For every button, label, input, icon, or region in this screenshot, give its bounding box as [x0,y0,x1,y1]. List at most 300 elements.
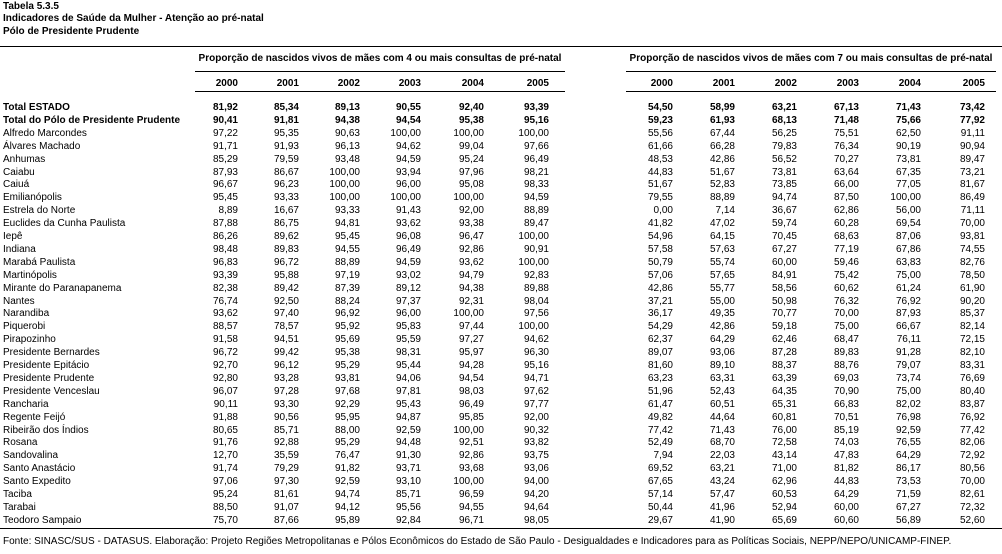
table-row [0,411,1002,424]
cell-g1-2000: 96,67 [212,179,238,191]
cell-g2-2005: 82,76 [959,256,985,268]
cell-g1-2001: 85,71 [273,424,299,436]
cell-g1-2000: 91,76 [212,437,238,449]
header-rule-2 [626,91,996,92]
cell-g2-2000: 54,29 [647,321,673,333]
cell-g1-2005: 100,00 [518,256,549,268]
cell-g2-2001: 55,00 [709,295,735,307]
cell-g1-2004: 94,79 [458,269,484,281]
cell-g1-2000: 85,29 [212,153,238,165]
cell-g1-2005: 94,71 [523,372,549,384]
cell-g2-2004: 75,66 [895,114,921,126]
cell-g1-2003: 97,81 [395,385,421,397]
cell-g1-2000: 95,24 [212,489,238,500]
municipality-name: Taciba [3,489,32,500]
cell-g1-2004: 100,00 [453,192,484,204]
table-row [0,475,1002,488]
cell-g2-2001: 68,70 [709,437,735,449]
cell-g1-2005: 93,82 [523,437,549,449]
cell-g2-2000: 50,44 [647,501,673,513]
cell-g2-2002: 56,52 [771,153,797,165]
cell-g1-2000: 93,62 [212,308,238,320]
cell-g1-2000: 98,48 [212,243,238,255]
cell-g2-2000: 51,96 [647,385,673,397]
cell-g2-2003: 85,19 [833,424,859,436]
cell-g1-2003: 94,62 [395,140,421,152]
cell-g1-2002: 76,47 [334,450,360,462]
cell-g2-2001: 60,51 [709,398,735,410]
municipality-name: Santo Anastácio [3,463,76,475]
cell-g1-2003: 85,71 [395,489,421,500]
municipality-name: Mirante do Paranapanema [3,282,122,294]
cell-g1-2003: 95,43 [395,398,421,410]
cell-g2-2005: 70,00 [959,476,985,488]
cell-g1-2001: 99,42 [273,347,299,359]
table-row [0,230,1002,243]
cell-g2-2003: 63,64 [833,166,859,178]
cell-g2-2003: 60,60 [833,514,859,526]
cell-g2-2003: 70,51 [833,411,859,423]
cell-g1-2001: 97,40 [273,308,299,320]
cell-g1-2000: 88,50 [212,501,238,513]
cell-g1-2005: 97,66 [523,140,549,152]
cell-g2-2004: 76,55 [895,437,921,449]
cell-g1-2003: 94,59 [395,153,421,165]
cell-g2-2001: 52,43 [709,385,735,397]
cell-g2-2002: 70,77 [771,308,797,320]
cell-g1-2003: 95,44 [395,360,421,371]
cell-g1-2005: 100,00 [518,127,549,139]
cell-g2-2002: 76,00 [771,424,797,436]
municipality-name: Total do Pólo de Presidente Prudente [3,114,181,126]
municipality-name: Rancharia [3,398,49,410]
municipality-name: Pirapozinho [3,334,56,346]
cell-g2-2003: 60,00 [833,501,859,513]
cell-g1-2002: 95,69 [334,334,360,346]
year-header-g1-1: 2001 [276,78,299,89]
cell-g2-2001: 47,02 [709,218,735,230]
table-subtitle: Pólo de Presidente Prudente [3,26,140,37]
table-row [0,140,1002,153]
cell-g1-2002: 94,81 [334,218,360,230]
cell-g2-2002: 60,53 [771,489,797,500]
cell-g2-2001: 93,06 [709,347,735,359]
cell-g2-2000: 0,00 [653,205,673,217]
cell-g1-2001: 95,88 [273,269,299,281]
year-header-g2-5: 2005 [962,78,985,89]
cell-g1-2005: 100,00 [518,321,549,333]
cell-g2-2005: 85,37 [959,308,985,320]
cell-g2-2002: 68,13 [771,114,797,126]
table-row [0,204,1002,217]
cell-g1-2002: 87,39 [334,282,360,294]
cell-g2-2002: 67,27 [771,243,797,255]
cell-g2-2000: 57,06 [647,269,673,281]
cell-g1-2004: 100,00 [453,127,484,139]
cell-g1-2003: 91,43 [395,205,421,217]
table-row [0,127,1002,140]
year-header-g2-4: 2004 [898,78,921,89]
cell-g1-2001: 91,93 [273,140,299,152]
cell-g2-2000: 81,60 [647,360,673,371]
cell-g2-2002: 79,83 [771,140,797,152]
table-row [0,514,1002,527]
cell-g2-2000: 7,94 [653,450,673,462]
municipality-name: Estrela do Norte [3,205,76,217]
table-row [0,424,1002,437]
municipality-name: Presidente Epitácio [3,360,90,371]
cell-g2-2005: 93,81 [959,231,985,242]
cell-g2-2002: 87,28 [771,347,797,359]
cell-g2-2000: 41,82 [647,218,673,230]
municipality-name: Ribeirão dos Índios [3,424,89,436]
municipality-name: Euclides da Cunha Paulista [3,218,126,230]
cell-g1-2000: 88,57 [212,321,238,333]
cell-g1-2001: 93,33 [273,192,299,204]
cell-g2-2003: 75,51 [833,127,859,139]
cell-g2-2004: 67,86 [895,243,921,255]
cell-g1-2001: 93,30 [273,398,299,410]
cell-g2-2001: 63,21 [709,463,735,475]
cell-g2-2002: 63,21 [771,102,797,113]
cell-g1-2005: 98,04 [523,295,549,307]
cell-g2-2001: 41,90 [709,514,735,526]
cell-g1-2001: 96,72 [273,256,299,268]
cell-g2-2002: 62,46 [771,334,797,346]
cell-g2-2000: 50,79 [647,256,673,268]
cell-g1-2001: 35,59 [273,450,299,462]
table-row [0,153,1002,166]
cell-g1-2004: 95,38 [458,114,484,126]
cell-g1-2005: 98,05 [523,514,549,526]
cell-g1-2005: 96,49 [523,153,549,165]
cell-g2-2005: 82,14 [959,321,985,333]
cell-g2-2001: 88,89 [709,192,735,204]
header-rule-1 [195,91,565,92]
cell-g2-2003: 74,03 [833,437,859,449]
cell-g2-2002: 84,91 [771,269,797,281]
cell-g2-2004: 77,05 [895,179,921,191]
cell-g1-2001: 89,62 [273,231,299,242]
cell-g2-2005: 72,15 [959,334,985,346]
cell-g1-2003: 95,83 [395,321,421,333]
table-row [0,166,1002,179]
cell-g2-2002: 59,18 [771,321,797,333]
cell-g2-2003: 89,83 [833,347,859,359]
table-row [0,501,1002,514]
cell-g1-2004: 100,00 [453,424,484,436]
cell-g2-2005: 83,31 [959,360,985,371]
cell-g2-2000: 51,67 [647,179,673,191]
table-number: Tabela 5.3.5 [3,1,59,12]
cell-g2-2001: 57,63 [709,243,735,255]
cell-g1-2000: 81,92 [212,102,238,113]
cell-g2-2000: 57,14 [647,489,673,500]
cell-g2-2002: 60,81 [771,411,797,423]
cell-g1-2002: 95,95 [334,411,360,423]
cell-g2-2001: 51,67 [709,166,735,178]
cell-g1-2003: 94,48 [395,437,421,449]
cell-g1-2004: 95,08 [458,179,484,191]
table-row [0,346,1002,359]
cell-g1-2001: 94,51 [273,334,299,346]
year-header-g2-2: 2002 [774,78,797,89]
cell-g1-2003: 100,00 [390,127,421,139]
cell-g1-2001: 89,42 [273,282,299,294]
cell-g2-2002: 50,98 [771,295,797,307]
cell-g2-2002: 88,37 [771,360,797,371]
cell-g1-2001: 96,23 [273,179,299,191]
cell-g1-2000: 87,93 [212,166,238,178]
cell-g2-2005: 73,21 [959,166,985,178]
cell-g2-2000: 54,96 [647,231,673,242]
cell-g2-2004: 75,00 [895,269,921,281]
cell-g1-2001: 90,56 [273,411,299,423]
municipality-name: Tarabai [3,501,36,513]
cell-g2-2004: 66,67 [895,321,921,333]
cell-g2-2004: 86,17 [895,463,921,475]
cell-g1-2003: 92,84 [395,514,421,526]
cell-g1-2000: 93,39 [212,269,238,281]
cell-g1-2000: 86,26 [212,231,238,242]
cell-g1-2004: 92,86 [458,243,484,255]
cell-g1-2000: 12,70 [212,450,238,462]
cell-g2-2003: 68,47 [833,334,859,346]
cell-g1-2002: 89,13 [334,102,360,113]
cell-g2-2003: 70,27 [833,153,859,165]
cell-g1-2001: 97,28 [273,385,299,397]
table-title: Indicadores de Saúde da Mulher - Atenção ao pré-natal [3,13,264,24]
cell-g2-2002: 56,25 [771,127,797,139]
cell-g1-2002: 100,00 [329,179,360,191]
cell-g2-2000: 37,21 [647,295,673,307]
table-row [0,359,1002,372]
cell-g1-2003: 94,54 [395,114,421,126]
cell-g2-2003: 44,83 [833,476,859,488]
cell-g1-2002: 100,00 [329,166,360,178]
cell-g2-2000: 49,82 [647,411,673,423]
cell-g1-2001: 97,30 [273,476,299,488]
cell-g2-2005: 72,92 [959,450,985,462]
cell-g2-2001: 66,28 [709,140,735,152]
cell-g1-2002: 95,45 [334,231,360,242]
cell-g2-2001: 44,64 [709,411,735,423]
cell-g1-2001: 86,67 [273,166,299,178]
cell-g1-2005: 100,00 [518,231,549,242]
cell-g1-2005: 98,21 [523,166,549,178]
cell-g2-2004: 82,02 [895,398,921,410]
cell-g1-2001: 96,12 [273,360,299,371]
cell-g1-2001: 85,34 [273,102,299,113]
cell-g2-2005: 81,67 [959,179,985,191]
cell-g2-2005: 77,42 [959,424,985,436]
group-header-7-consultas: Proporção de nascidos vivos de mães com 7 ou mais consultas de pré-natal [629,53,993,64]
cell-g1-2004: 96,71 [458,514,484,526]
group-rule-2 [626,71,996,72]
cell-g2-2004: 76,11 [896,334,921,346]
cell-g1-2004: 96,47 [458,231,484,242]
cell-g1-2002: 88,00 [334,424,360,436]
cell-g1-2002: 91,82 [334,463,360,475]
cell-g2-2000: 42,86 [647,282,673,294]
municipality-name: Santo Expedito [3,476,71,488]
cell-g2-2002: 64,35 [771,385,797,397]
cell-g2-2004: 76,98 [895,411,921,423]
cell-g1-2000: 92,70 [212,360,238,371]
cell-g1-2003: 94,06 [395,372,421,384]
cell-g1-2003: 98,31 [395,347,421,359]
table-row [0,307,1002,320]
cell-g1-2004: 100,00 [453,308,484,320]
cell-g1-2003: 95,59 [395,334,421,346]
cell-g2-2000: 48,53 [647,153,673,165]
cell-g1-2004: 96,49 [458,398,484,410]
cell-g1-2004: 94,54 [458,372,484,384]
cell-g1-2001: 92,50 [273,295,299,307]
municipality-name: Indiana [3,243,36,255]
cell-g2-2005: 82,06 [959,437,985,449]
municipality-name: Martinópolis [3,269,57,281]
table-row [0,114,1002,127]
cell-g1-2002: 88,89 [334,256,360,268]
cell-g1-2005: 95,16 [523,114,549,126]
cell-g2-2005: 78,50 [959,269,985,281]
cell-g2-2005: 80,40 [959,385,985,397]
cell-g1-2004: 97,27 [458,334,484,346]
group-header-4-consultas: Proporção de nascidos vivos de mães com 4 ou mais consultas de pré-natal [198,53,562,64]
municipality-name: Rosana [3,437,38,449]
cell-g2-2002: 65,69 [771,514,797,526]
table-row [0,372,1002,385]
cell-g2-2002: 63,39 [771,372,797,384]
year-header-g1-3: 2003 [398,78,421,89]
cell-g1-2003: 100,00 [390,192,421,204]
cell-g1-2003: 93,10 [395,476,421,488]
cell-g1-2003: 96,00 [395,179,421,191]
cell-g2-2003: 66,00 [833,179,859,191]
cell-g1-2004: 97,44 [458,321,484,333]
cell-g2-2003: 66,83 [833,398,859,410]
year-header-g2-3: 2003 [836,78,859,89]
cell-g1-2005: 88,89 [523,205,549,217]
cell-g1-2001: 86,75 [273,218,299,230]
year-header-g1-4: 2004 [461,78,484,89]
municipality-name: Presidente Venceslau [3,385,100,397]
cell-g1-2005: 93,75 [523,450,549,462]
municipality-name: Nantes [3,295,35,307]
cell-g2-2000: 77,42 [647,424,673,436]
cell-g2-2002: 65,31 [771,398,797,410]
cell-g2-2000: 55,56 [647,127,673,139]
cell-g2-2005: 89,47 [959,153,985,165]
cell-g2-2004: 90,19 [895,140,921,152]
cell-g2-2002: 62,96 [771,476,797,488]
cell-g1-2000: 96,83 [212,256,238,268]
cell-g1-2001: 79,59 [273,153,299,165]
cell-g1-2000: 91,88 [212,411,238,423]
cell-g2-2003: 70,00 [833,308,859,320]
cell-g2-2003: 75,42 [833,269,859,281]
cell-g1-2003: 97,37 [395,295,421,307]
cell-g2-2001: 58,99 [709,102,735,113]
cell-g2-2001: 43,24 [709,476,735,488]
cell-g2-2001: 52,83 [709,179,735,191]
cell-g2-2000: 36,17 [647,308,673,320]
cell-g1-2004: 92,51 [458,437,484,449]
municipality-name: Anhumas [3,153,46,165]
cell-g1-2004: 97,96 [458,166,484,178]
cell-g1-2000: 90,11 [213,398,238,410]
cell-g1-2005: 93,06 [523,463,549,475]
cell-g1-2004: 94,28 [458,360,484,371]
cell-g1-2002: 90,63 [334,127,360,139]
municipality-name: Presidente Bernardes [3,347,100,359]
cell-g2-2002: 70,45 [771,231,797,242]
year-header-g1-2: 2002 [337,78,360,89]
municipality-name: Regente Feijó [3,411,66,423]
cell-g1-2000: 96,72 [212,347,238,359]
cell-g1-2002: 94,74 [334,489,360,500]
cell-g2-2000: 44,83 [647,166,673,178]
municipality-name: Caiabu [3,166,35,178]
table-row [0,101,1002,114]
cell-g1-2002: 96,13 [334,140,360,152]
cell-g1-2002: 93,33 [334,205,360,217]
cell-g2-2000: 59,23 [647,114,673,126]
cell-g1-2003: 91,30 [395,450,421,462]
municipality-name: Teodoro Sampaio [3,514,82,526]
cell-g2-2003: 81,82 [833,463,859,475]
cell-g2-2004: 62,50 [895,127,921,139]
table-row [0,385,1002,398]
municipality-name: Alfredo Marcondes [3,127,87,139]
cell-g2-2001: 22,03 [709,450,735,462]
cell-g2-2004: 92,59 [895,424,921,436]
cell-g2-2000: 61,66 [647,140,673,152]
cell-g1-2005: 94,59 [523,192,549,204]
cell-g1-2005: 90,32 [523,424,549,436]
cell-g1-2004: 92,31 [458,295,484,307]
municipality-name: Caiuá [3,179,30,191]
cell-g2-2005: 83,87 [959,398,985,410]
cell-g2-2002: 36,67 [771,205,797,217]
cell-g2-2004: 67,27 [895,501,921,513]
cell-g1-2002: 97,68 [334,385,360,397]
cell-g1-2003: 93,02 [395,269,421,281]
cell-g2-2005: 76,69 [959,372,985,384]
cell-g2-2002: 72,58 [771,437,797,449]
cell-g1-2003: 93,62 [395,218,421,230]
cell-g2-2002: 94,74 [771,192,797,204]
cell-g1-2005: 97,56 [523,308,549,320]
cell-g1-2003: 96,49 [395,243,421,255]
cell-g2-2004: 61,24 [895,282,921,294]
table-row [0,282,1002,295]
cell-g2-2001: 64,29 [709,334,735,346]
cell-g2-2002: 71,00 [771,463,797,475]
cell-g2-2004: 69,54 [895,218,921,230]
cell-g2-2004: 67,35 [895,166,921,178]
cell-g2-2003: 47,83 [833,450,859,462]
cell-g1-2005: 97,77 [523,398,549,410]
cell-g1-2002: 97,19 [334,269,360,281]
cell-g1-2001: 92,88 [273,437,299,449]
cell-g1-2005: 94,20 [523,489,549,500]
cell-g1-2004: 92,40 [458,102,484,113]
cell-g1-2005: 90,91 [523,243,549,255]
cell-g2-2001: 63,31 [709,372,735,384]
cell-g2-2004: 73,53 [895,476,921,488]
